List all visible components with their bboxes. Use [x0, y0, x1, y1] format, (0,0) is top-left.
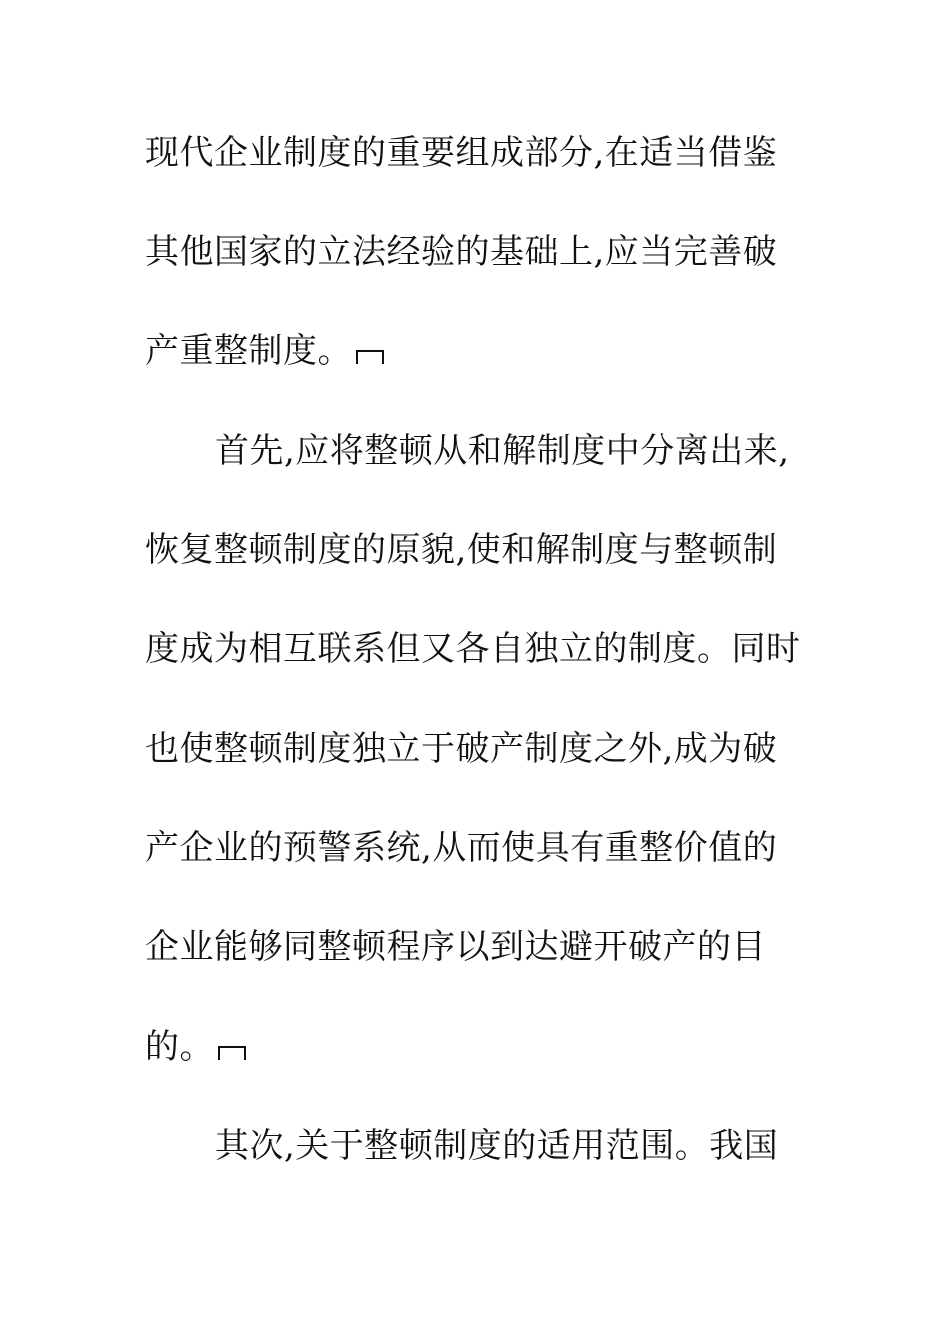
text-line: 恢复整顿制度的原貌,使和解制度与整顿制	[145, 530, 778, 570]
text-line-indented: 其次,关于整顿制度的适用范围。我国	[215, 1126, 779, 1166]
text-line-paragraph-end	[145, 1022, 246, 1072]
text-line: 度成为相互联系但又各自独立的制度。同时	[145, 629, 801, 669]
paragraph-mark-icon	[356, 350, 384, 364]
text-line: 企业能够同整顿程序以到达避开破产的目	[145, 927, 766, 967]
text-line-paragraph-end	[145, 326, 384, 376]
text-line: 产企业的预警系统,从而使具有重整价值的	[145, 828, 778, 868]
text-line-content: 的。	[145, 1027, 214, 1067]
paragraph-mark-icon	[218, 1046, 246, 1060]
text-line: 现代企业制度的重要组成部分,在适当借鉴	[145, 133, 778, 173]
text-line-content: 产重整制度。	[145, 331, 352, 371]
text-line-indented: 首先,应将整顿从和解制度中分离出来,	[215, 431, 790, 471]
text-line: 也使整顿制度独立于破产制度之外,成为破	[145, 729, 778, 769]
text-line: 其他国家的立法经验的基础上,应当完善破	[145, 232, 778, 272]
